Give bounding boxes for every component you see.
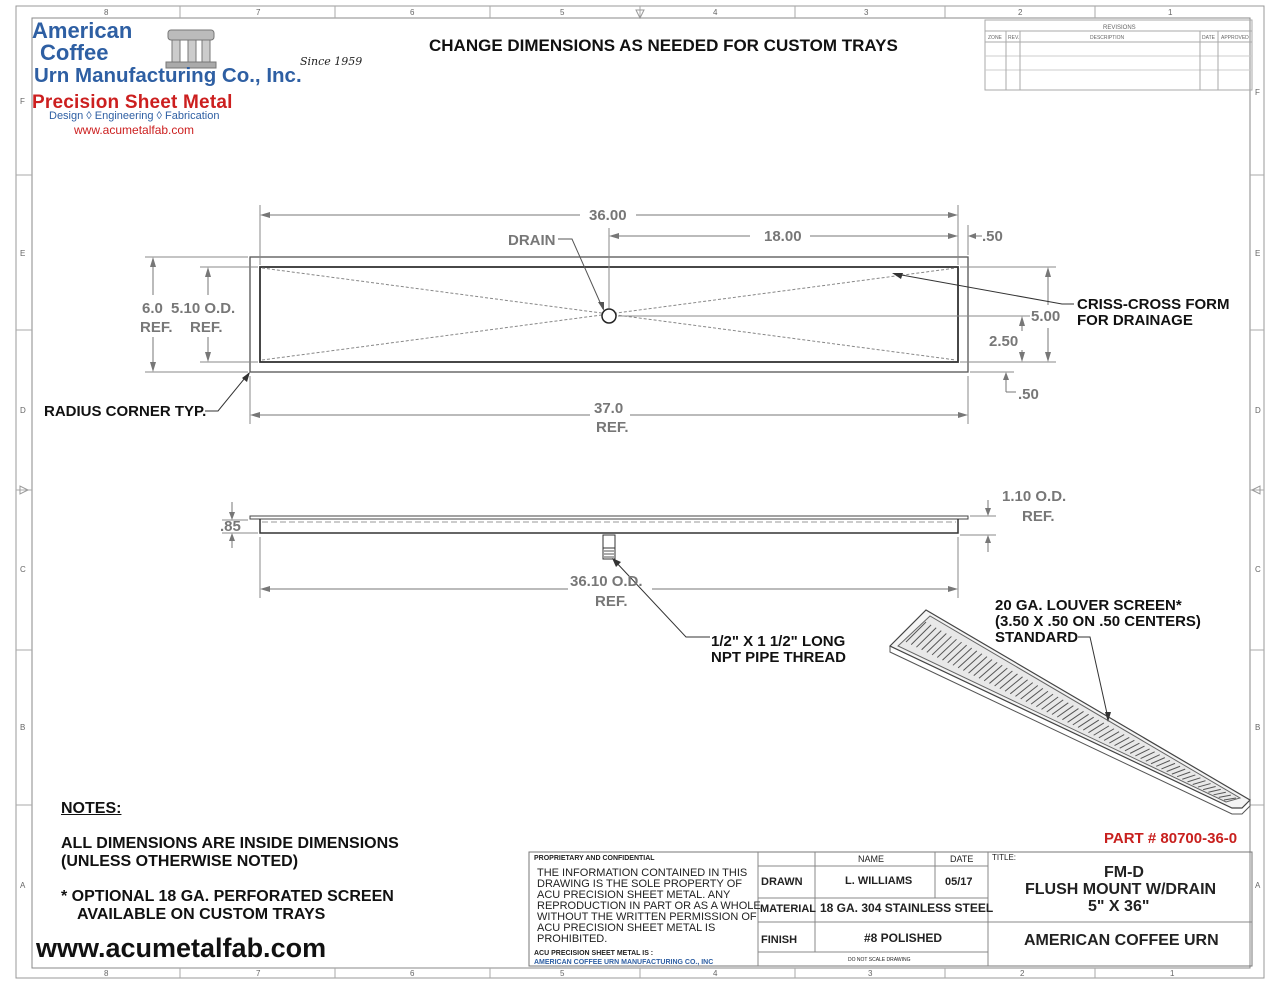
notes-line-4: AVAILABLE ON CUSTOM TRAYS — [77, 906, 326, 923]
company-name: AMERICAN COFFEE URN — [1024, 932, 1219, 949]
logo-tagline: Precision Sheet Metal — [32, 92, 233, 113]
revisions-title: REVISIONS — [1103, 25, 1136, 31]
zone-right-d: D — [1255, 406, 1261, 415]
zone-left-f: F — [20, 97, 25, 106]
pipe-thread-label-1: 1/2" X 1 1/2" LONG — [711, 633, 846, 650]
zone-bottom-1: 1 — [1170, 969, 1175, 978]
dim-half-width: 2.50 — [989, 333, 1019, 350]
part-number: PART # 80700-36-0 — [1104, 830, 1238, 847]
dim-height-od-ref: REF. — [190, 319, 223, 336]
louver-screen-isometric — [890, 597, 1250, 814]
screen-label-2: (3.50 X .50 ON .50 CENTERS) — [995, 613, 1201, 630]
logo-url: www.acumetalfab.com — [74, 123, 195, 137]
title-block — [529, 852, 1252, 966]
col-date: DATE — [950, 854, 974, 864]
zone-top-2: 2 — [1018, 8, 1023, 17]
proprietary-line-8: ACU PRECISION SHEET METAL IS : — [534, 950, 654, 957]
zone-right-a: A — [1255, 881, 1261, 890]
pipe-thread-label-2: NPT PIPE THREAD — [711, 649, 847, 666]
notes-line-3: * OPTIONAL 18 GA. PERFORATED SCREEN — [61, 888, 394, 905]
company-logo — [32, 20, 367, 140]
zone-bottom-7: 7 — [256, 969, 261, 978]
zone-right-c: C — [1255, 565, 1261, 574]
criss-cross-label-1: CRISS-CROSS FORM — [1077, 296, 1230, 313]
zone-left-e: E — [20, 249, 26, 258]
finish-label: FINISH — [761, 934, 798, 946]
zone-right-f: F — [1255, 88, 1260, 97]
logo-line-3: Urn Manufacturing Co., Inc. — [34, 64, 302, 87]
radius-corner-note: RADIUS CORNER TYP. — [44, 403, 207, 420]
zone-right-e: E — [1255, 249, 1261, 258]
title-line-3: 5" X 36" — [1088, 898, 1150, 915]
dim-half-length: 18.00 — [764, 228, 802, 245]
title-line-1: FM-D — [1104, 864, 1144, 881]
dim-length: 36.00 — [589, 207, 627, 224]
criss-cross-label-2: FOR DRAINAGE — [1077, 312, 1193, 329]
outer-border — [16, 6, 1264, 978]
top-view — [44, 205, 1230, 436]
proprietary-line-5: WITHOUT THE WRITTEN PERMISSION OF — [537, 911, 757, 923]
dim-od-depth-ref: REF. — [1022, 508, 1055, 525]
inner-border — [32, 18, 1250, 968]
screen-label-1: 20 GA. LOUVER SCREEN* — [995, 597, 1182, 614]
zone-left-a: A — [20, 881, 26, 890]
zone-left-c: C — [20, 565, 26, 574]
dim-height-od: 5.10 O.D. — [171, 300, 236, 317]
zone-left-b: B — [20, 723, 26, 732]
logo-since: Since 1959 — [300, 55, 363, 68]
dim-height-ref: 6.0 — [142, 300, 163, 317]
dim-overall-ref: REF. — [596, 419, 629, 436]
zone-top-7: 7 — [256, 8, 261, 17]
dim-flange-bottom: .50 — [1018, 386, 1039, 403]
drawn-date: 05/17 — [945, 876, 973, 888]
screen-label-3: STANDARD — [995, 629, 1079, 646]
notes-line-1: ALL DIMENSIONS ARE INSIDE DIMENSIONS — [61, 835, 399, 852]
side-pan — [260, 519, 958, 533]
zone-bottom-5: 5 — [560, 969, 565, 978]
drain-pipe — [603, 535, 615, 559]
dim-flange-right: .50 — [982, 228, 1003, 245]
zone-right-b: B — [1255, 723, 1261, 732]
proprietary-line-9: AMERICAN COFFEE URN MANUFACTURING CO., INC — [534, 959, 714, 966]
zone-top-6: 6 — [410, 8, 415, 17]
revisions-col-date: DATE — [1202, 35, 1215, 41]
dim-width: 5.00 — [1031, 308, 1061, 325]
zone-left-d: D — [20, 406, 26, 415]
page-title: CHANGE DIMENSIONS AS NEEDED FOR CUSTOM TRAYS — [429, 36, 898, 55]
col-name: NAME — [858, 854, 885, 864]
drain-label: DRAIN — [508, 232, 556, 249]
proprietary-line-2: DRAWING IS THE SOLE PROPERTY OF — [537, 878, 742, 890]
revisions-col-zone: ZONE — [988, 35, 1002, 41]
dim-length-od: 36.10 O.D. — [570, 573, 643, 590]
notes-line-2: (UNLESS OTHERWISE NOTED) — [61, 853, 299, 870]
title-line-2: FLUSH MOUNT W/DRAIN — [1025, 881, 1217, 898]
logo-line-1: American — [32, 18, 133, 43]
dim-depth: .85 — [220, 518, 241, 535]
proprietary-line-3: ACU PRECISION SHEET METAL. ANY — [537, 889, 731, 901]
zone-top-4: 4 — [713, 8, 718, 17]
title-label: TITLE: — [992, 853, 1017, 862]
proprietary-line-6: ACU PRECISION SHEET METAL IS — [537, 922, 716, 934]
zone-top-1: 1 — [1168, 8, 1173, 17]
dim-od-depth: 1.10 O.D. — [1002, 488, 1067, 505]
notes-heading: NOTES: — [61, 800, 122, 817]
logo-services: Design ◊ Engineering ◊ Fabrication — [49, 110, 220, 122]
zone-top-3: 3 — [864, 8, 869, 17]
proprietary-title: PROPRIETARY AND CONFIDENTIAL — [534, 855, 655, 862]
proprietary-line-4: REPRODUCTION IN PART OR AS A WHOLE — [537, 900, 761, 912]
revisions-col-rev: REV. — [1008, 35, 1020, 41]
revisions-col-description: DESCRIPTION — [1090, 35, 1125, 41]
dim-height-ref-label: REF. — [140, 319, 173, 336]
logo-line-2: Coffee — [40, 40, 109, 65]
zone-ticks — [16, 6, 1264, 978]
zone-bottom-8: 8 — [104, 969, 109, 978]
dim-overall: 37.0 — [594, 400, 624, 417]
proprietary-line-7: PROHIBITED. — [537, 933, 608, 945]
drain-hole — [602, 309, 616, 323]
zone-bottom-3: 3 — [868, 969, 873, 978]
zone-top-8: 8 — [104, 8, 109, 17]
zone-bottom-4: 4 — [713, 969, 718, 978]
zone-bottom-2: 2 — [1020, 969, 1025, 978]
no-scale-note: DO NOT SCALE DRAWING — [848, 957, 911, 963]
zone-top-5: 5 — [560, 8, 565, 17]
footer-url: www.acumetalfab.com — [36, 933, 327, 963]
drawn-label: DRAWN — [761, 876, 803, 888]
material-value: 18 GA. 304 STAINLESS STEEL — [820, 901, 994, 915]
zone-bottom-6: 6 — [410, 969, 415, 978]
revisions-table — [985, 20, 1252, 90]
material-label: MATERIAL — [760, 903, 817, 915]
revisions-col-approved: APPROVED — [1221, 35, 1249, 41]
finish-value: #8 POLISHED — [864, 931, 943, 945]
dim-length-od-ref: REF. — [595, 593, 628, 610]
drawn-name: L. WILLIAMS — [845, 875, 913, 887]
proprietary-line-1: THE INFORMATION CONTAINED IN THIS — [537, 867, 748, 879]
side-flange — [250, 516, 968, 519]
